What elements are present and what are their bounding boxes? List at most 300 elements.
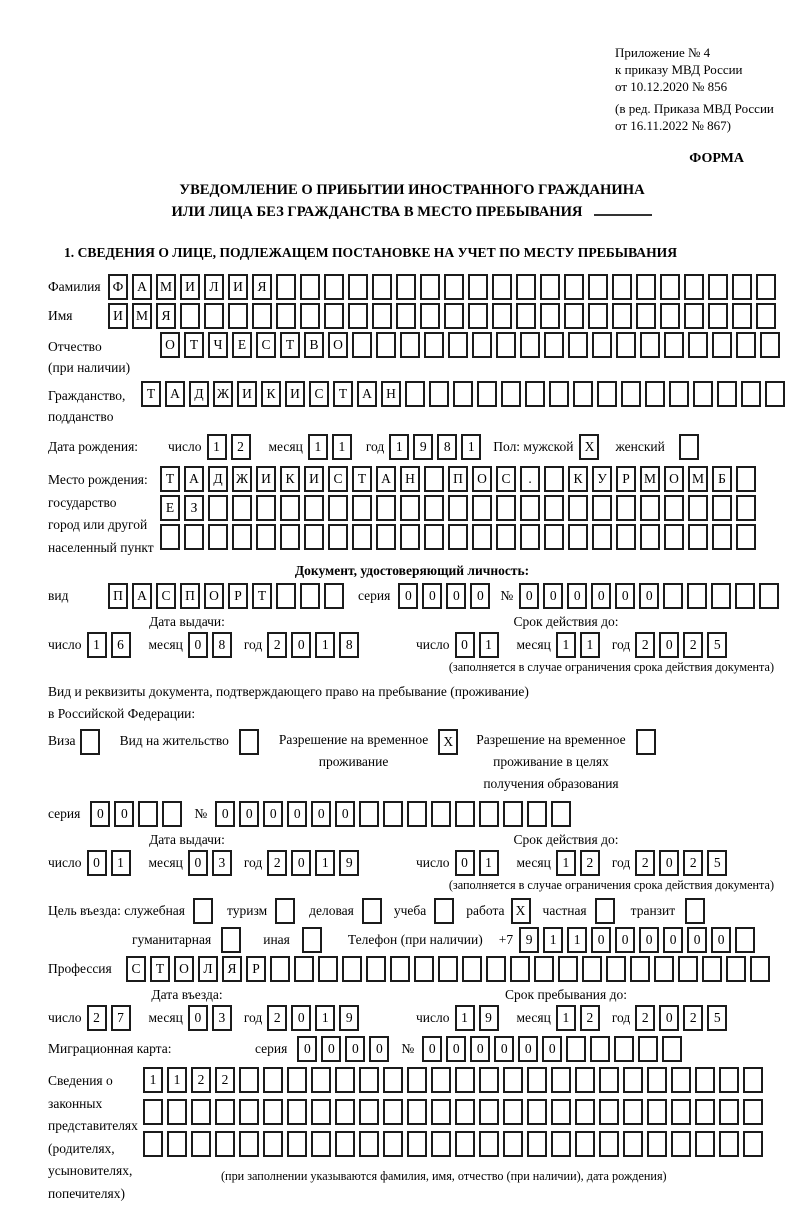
char-box[interactable]: [372, 303, 392, 329]
char-box[interactable]: [429, 381, 449, 407]
char-box[interactable]: 1: [332, 434, 352, 460]
char-box[interactable]: [544, 466, 564, 492]
char-box[interactable]: [424, 524, 444, 550]
char-box[interactable]: [376, 524, 396, 550]
char-box[interactable]: [431, 1099, 451, 1125]
char-box[interactable]: [407, 1067, 427, 1093]
purpose-other-checkbox[interactable]: [302, 927, 326, 953]
char-box[interactable]: [712, 332, 732, 358]
char-box[interactable]: [636, 274, 656, 300]
char-box[interactable]: [711, 583, 731, 609]
identity-issue-day[interactable]: [87, 632, 135, 658]
char-box[interactable]: [726, 956, 746, 982]
char-box[interactable]: [679, 434, 699, 460]
char-box[interactable]: [592, 495, 612, 521]
char-box[interactable]: [520, 524, 540, 550]
char-box[interactable]: 1: [567, 927, 587, 953]
char-box[interactable]: 0: [615, 583, 635, 609]
char-box[interactable]: 1: [556, 850, 576, 876]
char-box[interactable]: [719, 1131, 739, 1157]
char-box[interactable]: [685, 898, 705, 924]
char-box[interactable]: [468, 303, 488, 329]
char-box[interactable]: X: [579, 434, 599, 460]
permit-series-field[interactable]: [90, 801, 186, 827]
char-box[interactable]: [424, 495, 444, 521]
char-box[interactable]: 2: [635, 632, 655, 658]
identity-valid-day[interactable]: [455, 632, 503, 658]
char-box[interactable]: [712, 495, 732, 521]
char-box[interactable]: Д: [208, 466, 228, 492]
char-box[interactable]: [162, 801, 182, 827]
char-box[interactable]: [664, 495, 684, 521]
purpose-official-checkbox[interactable]: [193, 898, 217, 924]
char-box[interactable]: [232, 495, 252, 521]
char-box[interactable]: [276, 583, 296, 609]
char-box[interactable]: [612, 303, 632, 329]
char-box[interactable]: [438, 956, 458, 982]
char-box[interactable]: 2: [635, 850, 655, 876]
char-box[interactable]: Ч: [208, 332, 228, 358]
char-box[interactable]: [352, 524, 372, 550]
stay-year[interactable]: [635, 1005, 731, 1031]
char-box[interactable]: [407, 1099, 427, 1125]
char-box[interactable]: [335, 1131, 355, 1157]
char-box[interactable]: И: [108, 303, 128, 329]
entry-day[interactable]: [87, 1005, 135, 1031]
char-box[interactable]: 5: [707, 850, 727, 876]
char-box[interactable]: С: [256, 332, 276, 358]
char-box[interactable]: [612, 274, 632, 300]
char-box[interactable]: 6: [111, 632, 131, 658]
name-field[interactable]: [108, 303, 780, 329]
char-box[interactable]: 1: [315, 632, 335, 658]
char-box[interactable]: .: [520, 466, 540, 492]
identity-issue-month[interactable]: [188, 632, 236, 658]
char-box[interactable]: [455, 1067, 475, 1093]
char-box[interactable]: [405, 381, 425, 407]
char-box[interactable]: 0: [87, 850, 107, 876]
char-box[interactable]: Р: [616, 466, 636, 492]
char-box[interactable]: И: [304, 466, 324, 492]
char-box[interactable]: 2: [683, 850, 703, 876]
char-box[interactable]: [760, 332, 780, 358]
char-box[interactable]: X: [511, 898, 531, 924]
char-box[interactable]: [693, 381, 713, 407]
char-box[interactable]: К: [568, 466, 588, 492]
char-box[interactable]: [623, 1099, 643, 1125]
char-box[interactable]: [736, 466, 756, 492]
char-box[interactable]: [614, 1036, 634, 1062]
char-box[interactable]: [702, 956, 722, 982]
char-box[interactable]: 0: [263, 801, 283, 827]
char-box[interactable]: [630, 956, 650, 982]
char-box[interactable]: 0: [543, 583, 563, 609]
char-box[interactable]: О: [664, 466, 684, 492]
char-box[interactable]: 1: [143, 1067, 163, 1093]
char-box[interactable]: 3: [212, 850, 232, 876]
char-box[interactable]: [479, 801, 499, 827]
char-box[interactable]: [263, 1067, 283, 1093]
char-box[interactable]: [496, 524, 516, 550]
char-box[interactable]: Я: [156, 303, 176, 329]
char-box[interactable]: К: [280, 466, 300, 492]
char-box[interactable]: 5: [707, 632, 727, 658]
char-box[interactable]: 8: [437, 434, 457, 460]
char-box[interactable]: [362, 898, 382, 924]
char-box[interactable]: [479, 1099, 499, 1125]
char-box[interactable]: 2: [580, 1005, 600, 1031]
char-box[interactable]: [477, 381, 497, 407]
char-box[interactable]: [431, 1067, 451, 1093]
char-box[interactable]: Р: [246, 956, 266, 982]
char-box[interactable]: [324, 583, 344, 609]
char-box[interactable]: [540, 303, 560, 329]
char-box[interactable]: [302, 927, 322, 953]
char-box[interactable]: 0: [518, 1036, 538, 1062]
char-box[interactable]: [695, 1099, 715, 1125]
char-box[interactable]: 0: [335, 801, 355, 827]
char-box[interactable]: [636, 729, 656, 755]
char-box[interactable]: Т: [160, 466, 180, 492]
char-box[interactable]: 0: [470, 1036, 490, 1062]
representatives-row3[interactable]: [143, 1131, 767, 1157]
char-box[interactable]: [275, 898, 295, 924]
char-box[interactable]: В: [304, 332, 324, 358]
permit-issue-month[interactable]: [188, 850, 236, 876]
char-box[interactable]: 0: [455, 632, 475, 658]
char-box[interactable]: [516, 274, 536, 300]
char-box[interactable]: [311, 1131, 331, 1157]
char-box[interactable]: [540, 274, 560, 300]
char-box[interactable]: 0: [494, 1036, 514, 1062]
char-box[interactable]: [575, 1131, 595, 1157]
birthplace-row1[interactable]: [160, 466, 760, 492]
char-box[interactable]: М: [688, 466, 708, 492]
char-box[interactable]: 0: [215, 801, 235, 827]
char-box[interactable]: С: [309, 381, 329, 407]
char-box[interactable]: П: [448, 466, 468, 492]
char-box[interactable]: 2: [267, 1005, 287, 1031]
char-box[interactable]: [193, 898, 213, 924]
char-box[interactable]: [462, 956, 482, 982]
char-box[interactable]: [516, 303, 536, 329]
sex-female-checkbox[interactable]: [679, 434, 703, 460]
char-box[interactable]: [544, 524, 564, 550]
char-box[interactable]: У: [592, 466, 612, 492]
char-box[interactable]: [324, 274, 344, 300]
char-box[interactable]: [383, 1131, 403, 1157]
char-box[interactable]: [455, 801, 475, 827]
char-box[interactable]: А: [184, 466, 204, 492]
char-box[interactable]: [215, 1099, 235, 1125]
citizenship-field[interactable]: [141, 381, 789, 407]
identity-issue-year[interactable]: [267, 632, 363, 658]
char-box[interactable]: [695, 1067, 715, 1093]
char-box[interactable]: [647, 1099, 667, 1125]
edu-residence-checkbox[interactable]: [636, 729, 660, 755]
char-box[interactable]: 8: [212, 632, 232, 658]
char-box[interactable]: 2: [231, 434, 251, 460]
char-box[interactable]: 3: [212, 1005, 232, 1031]
char-box[interactable]: [311, 1099, 331, 1125]
char-box[interactable]: [294, 956, 314, 982]
char-box[interactable]: 0: [519, 583, 539, 609]
char-box[interactable]: [270, 956, 290, 982]
char-box[interactable]: 2: [683, 632, 703, 658]
char-box[interactable]: [372, 274, 392, 300]
char-box[interactable]: [606, 956, 626, 982]
char-box[interactable]: [759, 583, 779, 609]
char-box[interactable]: А: [357, 381, 377, 407]
char-box[interactable]: [503, 1131, 523, 1157]
char-box[interactable]: [575, 1067, 595, 1093]
char-box[interactable]: [167, 1099, 187, 1125]
patronymic-field[interactable]: [160, 332, 784, 358]
char-box[interactable]: 2: [580, 850, 600, 876]
char-box[interactable]: 0: [297, 1036, 317, 1062]
char-box[interactable]: [479, 1067, 499, 1093]
char-box[interactable]: 1: [167, 1067, 187, 1093]
char-box[interactable]: [376, 332, 396, 358]
char-box[interactable]: 2: [267, 632, 287, 658]
char-box[interactable]: О: [204, 583, 224, 609]
char-box[interactable]: [221, 927, 241, 953]
char-box[interactable]: [501, 381, 521, 407]
birth-month-field[interactable]: [308, 434, 356, 460]
char-box[interactable]: [671, 1131, 691, 1157]
char-box[interactable]: [736, 332, 756, 358]
char-box[interactable]: [756, 274, 776, 300]
char-box[interactable]: [678, 956, 698, 982]
char-box[interactable]: [534, 956, 554, 982]
birth-year-field[interactable]: [389, 434, 485, 460]
char-box[interactable]: [732, 303, 752, 329]
surname-field[interactable]: [108, 274, 780, 300]
char-box[interactable]: С: [328, 466, 348, 492]
char-box[interactable]: [160, 524, 180, 550]
char-box[interactable]: [741, 381, 761, 407]
char-box[interactable]: [448, 332, 468, 358]
char-box[interactable]: 1: [308, 434, 328, 460]
char-box[interactable]: Ф: [108, 274, 128, 300]
char-box[interactable]: [304, 524, 324, 550]
char-box[interactable]: 0: [188, 632, 208, 658]
char-box[interactable]: А: [132, 274, 152, 300]
representatives-row2[interactable]: [143, 1099, 767, 1125]
char-box[interactable]: [588, 274, 608, 300]
char-box[interactable]: [287, 1131, 307, 1157]
char-box[interactable]: [684, 303, 704, 329]
char-box[interactable]: [311, 1067, 331, 1093]
char-box[interactable]: М: [640, 466, 660, 492]
char-box[interactable]: 1: [111, 850, 131, 876]
char-box[interactable]: 0: [659, 850, 679, 876]
char-box[interactable]: [588, 303, 608, 329]
char-box[interactable]: [590, 1036, 610, 1062]
char-box[interactable]: И: [228, 274, 248, 300]
char-box[interactable]: [455, 1131, 475, 1157]
char-box[interactable]: Д: [189, 381, 209, 407]
char-box[interactable]: [592, 332, 612, 358]
char-box[interactable]: О: [174, 956, 194, 982]
char-box[interactable]: [551, 1067, 571, 1093]
char-box[interactable]: М: [156, 274, 176, 300]
char-box[interactable]: 0: [687, 927, 707, 953]
char-box[interactable]: 0: [369, 1036, 389, 1062]
char-box[interactable]: [743, 1067, 763, 1093]
char-box[interactable]: [503, 801, 523, 827]
char-box[interactable]: [486, 956, 506, 982]
char-box[interactable]: Ж: [232, 466, 252, 492]
permit-valid-day[interactable]: [455, 850, 503, 876]
char-box[interactable]: [551, 801, 571, 827]
char-box[interactable]: 0: [345, 1036, 365, 1062]
char-box[interactable]: Я: [222, 956, 242, 982]
char-box[interactable]: [366, 956, 386, 982]
char-box[interactable]: [472, 495, 492, 521]
char-box[interactable]: 9: [479, 1005, 499, 1031]
char-box[interactable]: [239, 1067, 259, 1093]
char-box[interactable]: П: [108, 583, 128, 609]
char-box[interactable]: [599, 1131, 619, 1157]
visa-checkbox[interactable]: [80, 729, 104, 755]
char-box[interactable]: [468, 274, 488, 300]
char-box[interactable]: [414, 956, 434, 982]
char-box[interactable]: [263, 1131, 283, 1157]
char-box[interactable]: С: [156, 583, 176, 609]
char-box[interactable]: [208, 524, 228, 550]
purpose-private-checkbox[interactable]: [595, 898, 619, 924]
char-box[interactable]: [568, 495, 588, 521]
char-box[interactable]: [695, 1131, 715, 1157]
char-box[interactable]: [671, 1099, 691, 1125]
char-box[interactable]: [544, 332, 564, 358]
representatives-row1[interactable]: [143, 1067, 767, 1093]
char-box[interactable]: [663, 583, 683, 609]
char-box[interactable]: [348, 303, 368, 329]
char-box[interactable]: [191, 1131, 211, 1157]
char-box[interactable]: [645, 381, 665, 407]
char-box[interactable]: 1: [556, 1005, 576, 1031]
char-box[interactable]: 0: [659, 1005, 679, 1031]
char-box[interactable]: А: [132, 583, 152, 609]
char-box[interactable]: [400, 495, 420, 521]
char-box[interactable]: 0: [321, 1036, 341, 1062]
char-box[interactable]: [287, 1067, 307, 1093]
char-box[interactable]: [396, 303, 416, 329]
char-box[interactable]: [472, 332, 492, 358]
char-box[interactable]: [407, 801, 427, 827]
sex-male-checkbox[interactable]: [579, 434, 603, 460]
char-box[interactable]: Т: [333, 381, 353, 407]
char-box[interactable]: 8: [339, 632, 359, 658]
char-box[interactable]: 0: [639, 927, 659, 953]
char-box[interactable]: 1: [315, 850, 335, 876]
entry-year[interactable]: [267, 1005, 363, 1031]
char-box[interactable]: [671, 1067, 691, 1093]
char-box[interactable]: [276, 274, 296, 300]
char-box[interactable]: [688, 524, 708, 550]
doc-series-field[interactable]: [398, 583, 494, 609]
char-box[interactable]: 0: [542, 1036, 562, 1062]
char-box[interactable]: 9: [519, 927, 539, 953]
char-box[interactable]: [300, 274, 320, 300]
char-box[interactable]: [359, 1131, 379, 1157]
char-box[interactable]: [566, 1036, 586, 1062]
char-box[interactable]: [496, 332, 516, 358]
char-box[interactable]: [359, 1067, 379, 1093]
char-box[interactable]: [664, 524, 684, 550]
char-box[interactable]: [750, 956, 770, 982]
char-box[interactable]: [304, 495, 324, 521]
char-box[interactable]: [551, 1099, 571, 1125]
char-box[interactable]: 0: [188, 850, 208, 876]
char-box[interactable]: [396, 274, 416, 300]
char-box[interactable]: [510, 956, 530, 982]
char-box[interactable]: [256, 524, 276, 550]
char-box[interactable]: [448, 495, 468, 521]
char-box[interactable]: [765, 381, 785, 407]
char-box[interactable]: 2: [215, 1067, 235, 1093]
char-box[interactable]: [479, 1131, 499, 1157]
char-box[interactable]: 2: [635, 1005, 655, 1031]
char-box[interactable]: [448, 524, 468, 550]
char-box[interactable]: [636, 303, 656, 329]
temp-residence-checkbox[interactable]: [438, 729, 462, 755]
char-box[interactable]: [592, 524, 612, 550]
char-box[interactable]: [256, 495, 276, 521]
char-box[interactable]: 1: [479, 632, 499, 658]
char-box[interactable]: 0: [615, 927, 635, 953]
stay-day[interactable]: [455, 1005, 503, 1031]
char-box[interactable]: [564, 303, 584, 329]
char-box[interactable]: [684, 274, 704, 300]
char-box[interactable]: 0: [567, 583, 587, 609]
char-box[interactable]: 1: [87, 632, 107, 658]
char-box[interactable]: [328, 524, 348, 550]
char-box[interactable]: [420, 303, 440, 329]
char-box[interactable]: [621, 381, 641, 407]
char-box[interactable]: [568, 524, 588, 550]
char-box[interactable]: И: [237, 381, 257, 407]
char-box[interactable]: [252, 303, 272, 329]
char-box[interactable]: [597, 381, 617, 407]
char-box[interactable]: 1: [315, 1005, 335, 1031]
char-box[interactable]: [280, 524, 300, 550]
char-box[interactable]: 0: [422, 1036, 442, 1062]
char-box[interactable]: [549, 381, 569, 407]
char-box[interactable]: [496, 495, 516, 521]
char-box[interactable]: [407, 1131, 427, 1157]
phone-field[interactable]: [519, 927, 759, 953]
char-box[interactable]: [595, 898, 615, 924]
char-box[interactable]: [527, 1067, 547, 1093]
char-box[interactable]: 5: [707, 1005, 727, 1031]
char-box[interactable]: М: [132, 303, 152, 329]
char-box[interactable]: [208, 495, 228, 521]
char-box[interactable]: [180, 303, 200, 329]
char-box[interactable]: [732, 274, 752, 300]
char-box[interactable]: [599, 1067, 619, 1093]
char-box[interactable]: Т: [280, 332, 300, 358]
char-box[interactable]: [390, 956, 410, 982]
char-box[interactable]: П: [180, 583, 200, 609]
char-box[interactable]: [453, 381, 473, 407]
char-box[interactable]: [520, 332, 540, 358]
char-box[interactable]: [708, 274, 728, 300]
char-box[interactable]: И: [285, 381, 305, 407]
birthplace-row2[interactable]: [160, 495, 760, 521]
